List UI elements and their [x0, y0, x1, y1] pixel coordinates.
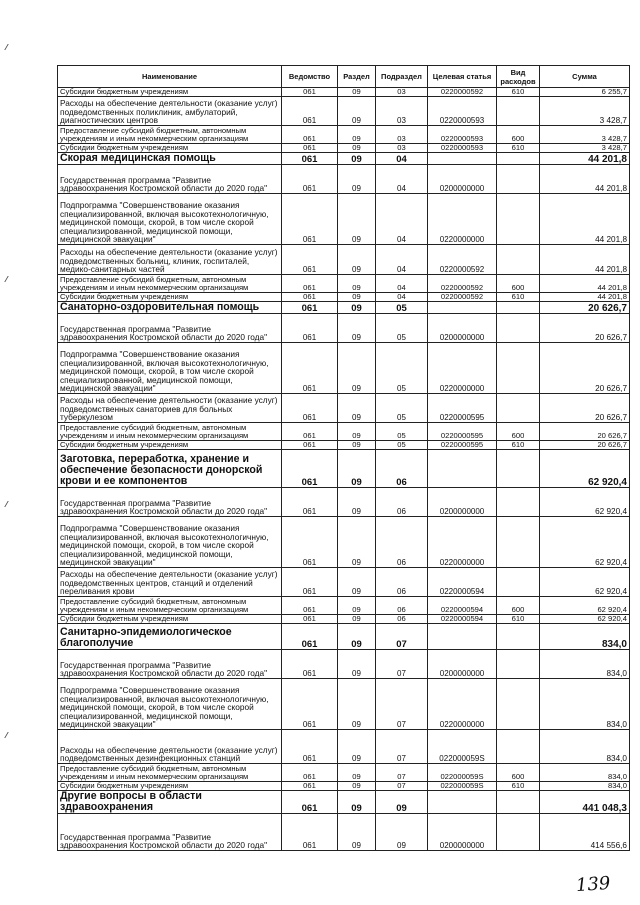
row-sum-cell: 44 201,8	[540, 275, 630, 293]
row-exptype-cell	[497, 679, 540, 730]
row-sum-cell: 20 626,7	[540, 394, 630, 423]
row-sum-cell: 3 428,7	[540, 97, 630, 126]
row-section-cell: 09	[338, 517, 376, 568]
header-sum: Сумма	[540, 66, 630, 88]
row-exptype-cell	[497, 194, 540, 245]
row-section-cell: 09	[338, 245, 376, 275]
row-target-cell	[428, 450, 497, 488]
row-sum-cell: 834,0	[540, 624, 630, 650]
row-section-cell: 09	[338, 314, 376, 343]
row-target-cell: 0220000593	[428, 97, 497, 126]
row-sum-cell: 20 626,7	[540, 314, 630, 343]
page-number: 139	[575, 872, 612, 897]
row-sum-cell: 62 920,4	[540, 450, 630, 488]
row-dept-cell: 061	[282, 488, 338, 517]
row-subsection-cell: 03	[376, 126, 428, 144]
row-exptype-cell: 610	[497, 144, 540, 153]
row-dept-cell: 061	[282, 275, 338, 293]
row-section-cell: 09	[338, 450, 376, 488]
table-row	[58, 624, 630, 650]
row-section-cell: 09	[338, 165, 376, 194]
row-target-cell: 0220000595	[428, 441, 497, 450]
row-name-cell: Заготовка, переработка, хранение и обеспечение безопасности донорской крови и ее компонентов	[58, 450, 282, 488]
row-dept-cell: 061	[282, 343, 338, 394]
row-section-cell: 09	[338, 144, 376, 153]
row-subsection-cell: 05	[376, 394, 428, 423]
row-sum-cell: 20 626,7	[540, 302, 630, 314]
row-exptype-cell	[497, 153, 540, 165]
row-target-cell: 0220000000	[428, 679, 497, 730]
row-name-cell: Расходы на обеспечение деятельности (оказание услуг) подведомственных центров, станций и отделений переливания крови	[58, 568, 282, 597]
table-row	[58, 517, 630, 568]
row-name-cell: Предоставление субсидий бюджетным, автономным учреждениям и иным некоммерческим организациям	[58, 764, 282, 782]
row-target-cell	[428, 302, 497, 314]
header-exptype: Вид расходов	[497, 66, 540, 88]
row-dept-cell: 061	[282, 302, 338, 314]
row-dept-cell: 061	[282, 144, 338, 153]
row-name-cell: Субсидии бюджетным учреждениям	[58, 144, 282, 153]
row-subsection-cell: 06	[376, 488, 428, 517]
table-row	[58, 275, 630, 293]
row-sum-cell: 44 201,8	[540, 293, 630, 302]
row-target-cell: 0200000000	[428, 650, 497, 679]
row-target-cell: 022000059S	[428, 764, 497, 782]
table-row	[58, 441, 630, 450]
row-dept-cell: 061	[282, 126, 338, 144]
row-section-cell: 09	[338, 97, 376, 126]
row-exptype-cell	[497, 791, 540, 814]
table-row	[58, 791, 630, 814]
row-section-cell: 09	[338, 302, 376, 314]
row-subsection-cell: 09	[376, 791, 428, 814]
row-exptype-cell	[497, 245, 540, 275]
row-section-cell: 09	[338, 679, 376, 730]
row-exptype-cell: 610	[497, 293, 540, 302]
row-name-cell: Предоставление субсидий бюджетным, автономным учреждениям и иным некоммерческим организациям	[58, 597, 282, 615]
row-name-cell: Санитарно-эпидемиологическое благополучие	[58, 624, 282, 650]
row-name-cell: Государственная программа "Развитие здравоохранения Костромской области до 2020 года"	[58, 814, 282, 851]
row-name-cell: Другие вопросы в области здравоохранения	[58, 791, 282, 814]
row-target-cell: 0220000594	[428, 597, 497, 615]
table-row	[58, 597, 630, 615]
row-target-cell: 022000059S	[428, 730, 497, 764]
row-section-cell: 09	[338, 814, 376, 851]
row-target-cell: 0200000000	[428, 814, 497, 851]
row-section-cell: 09	[338, 88, 376, 97]
row-exptype-cell	[497, 394, 540, 423]
row-dept-cell: 061	[282, 782, 338, 791]
row-subsection-cell: 06	[376, 450, 428, 488]
row-dept-cell: 061	[282, 615, 338, 624]
row-target-cell: 0220000594	[428, 615, 497, 624]
table-row	[58, 730, 630, 764]
row-exptype-cell: 610	[497, 441, 540, 450]
row-subsection-cell: 04	[376, 245, 428, 275]
row-subsection-cell: 04	[376, 153, 428, 165]
row-name-cell: Расходы на обеспечение деятельности (оказание услуг) подведомственных больниц, клиник, госпиталей, медико-санитарных частей	[58, 245, 282, 275]
table-row	[58, 650, 630, 679]
row-dept-cell: 061	[282, 293, 338, 302]
row-section-cell: 09	[338, 343, 376, 394]
row-exptype-cell: 600	[497, 423, 540, 441]
row-subsection-cell: 05	[376, 302, 428, 314]
row-dept-cell: 061	[282, 679, 338, 730]
row-dept-cell: 061	[282, 97, 338, 126]
table-row	[58, 814, 630, 851]
row-sum-cell: 62 920,4	[540, 615, 630, 624]
table-header-row	[58, 66, 630, 88]
row-subsection-cell: 05	[376, 343, 428, 394]
row-name-cell: Государственная программа "Развитие здравоохранения Костромской области до 2020 года"	[58, 314, 282, 343]
row-target-cell: 0220000000	[428, 194, 497, 245]
row-subsection-cell: 06	[376, 615, 428, 624]
row-exptype-cell	[497, 302, 540, 314]
row-section-cell: 09	[338, 488, 376, 517]
row-target-cell: 0200000000	[428, 314, 497, 343]
row-name-cell: Подпрограмма "Совершенствование оказания специализированной, включая высокотехнологичную, медицинской помощи, скорой, в том числе скорой специализированной, медицинской помощи, медицинской эвакуации"	[58, 517, 282, 568]
row-exptype-cell: 600	[497, 275, 540, 293]
row-exptype-cell	[497, 314, 540, 343]
row-dept-cell: 061	[282, 624, 338, 650]
table-row	[58, 165, 630, 194]
row-exptype-cell	[497, 450, 540, 488]
row-sum-cell: 834,0	[540, 650, 630, 679]
table-row	[58, 764, 630, 782]
header-dept: Ведомство	[282, 66, 338, 88]
row-name-cell: Государственная программа "Развитие здравоохранения Костромской области до 2020 года"	[58, 488, 282, 517]
row-subsection-cell: 07	[376, 624, 428, 650]
row-dept-cell: 061	[282, 730, 338, 764]
row-target-cell: 0220000000	[428, 517, 497, 568]
budget-table	[57, 65, 630, 851]
row-target-cell: 0200000000	[428, 165, 497, 194]
row-subsection-cell: 03	[376, 97, 428, 126]
row-sum-cell: 834,0	[540, 730, 630, 764]
row-sum-cell: 834,0	[540, 782, 630, 791]
row-exptype-cell	[497, 165, 540, 194]
row-section-cell: 09	[338, 441, 376, 450]
row-section-cell: 09	[338, 791, 376, 814]
row-sum-cell: 3 428,7	[540, 126, 630, 144]
table-row	[58, 88, 630, 97]
row-target-cell: 0200000000	[428, 488, 497, 517]
row-dept-cell: 061	[282, 423, 338, 441]
row-sum-cell: 441 048,3	[540, 791, 630, 814]
row-exptype-cell: 610	[497, 88, 540, 97]
scan-mark	[4, 276, 11, 282]
row-sum-cell: 44 201,8	[540, 153, 630, 165]
row-name-cell: Расходы на обеспечение деятельности (оказание услуг) подведомственных дезинфекционных станций	[58, 730, 282, 764]
header-target: Целевая статья	[428, 66, 497, 88]
row-target-cell: 0220000592	[428, 275, 497, 293]
row-subsection-cell: 07	[376, 679, 428, 730]
row-target-cell: 0220000592	[428, 88, 497, 97]
row-name-cell: Субсидии бюджетным учреждениям	[58, 293, 282, 302]
row-dept-cell: 061	[282, 450, 338, 488]
row-name-cell: Субсидии бюджетным учреждениям	[58, 88, 282, 97]
scan-mark	[4, 501, 11, 507]
row-exptype-cell: 600	[497, 126, 540, 144]
scan-mark	[4, 44, 11, 50]
row-name-cell: Предоставление субсидий бюджетным, автономным учреждениям и иным некоммерческим организациям	[58, 275, 282, 293]
table-row	[58, 450, 630, 488]
table-row	[58, 97, 630, 126]
row-section-cell: 09	[338, 423, 376, 441]
table-row	[58, 245, 630, 275]
table-row	[58, 302, 630, 314]
row-subsection-cell: 04	[376, 293, 428, 302]
table-row	[58, 394, 630, 423]
row-subsection-cell: 05	[376, 423, 428, 441]
row-sum-cell: 62 920,4	[540, 568, 630, 597]
table-row	[58, 126, 630, 144]
row-sum-cell: 3 428,7	[540, 144, 630, 153]
row-dept-cell: 061	[282, 764, 338, 782]
row-subsection-cell: 05	[376, 441, 428, 450]
row-dept-cell: 061	[282, 441, 338, 450]
row-sum-cell: 20 626,7	[540, 441, 630, 450]
row-sum-cell: 44 201,8	[540, 245, 630, 275]
row-exptype-cell	[497, 624, 540, 650]
row-exptype-cell: 610	[497, 615, 540, 624]
table-row	[58, 615, 630, 624]
row-exptype-cell	[497, 650, 540, 679]
row-target-cell: 0220000592	[428, 293, 497, 302]
row-sum-cell: 6 255,7	[540, 88, 630, 97]
row-target-cell	[428, 624, 497, 650]
row-name-cell: Предоставление субсидий бюджетным, автономным учреждениям и иным некоммерческим организациям	[58, 126, 282, 144]
row-subsection-cell: 04	[376, 275, 428, 293]
row-name-cell: Подпрограмма "Совершенствование оказания специализированной, включая высокотехнологичную, медицинской помощи, скорой, в том числе скорой специализированной, медицинской помощи, медицинской эвакуации"	[58, 194, 282, 245]
row-subsection-cell: 09	[376, 814, 428, 851]
row-exptype-cell	[497, 343, 540, 394]
row-name-cell: Расходы на обеспечение деятельности (оказание услуг) подведомственных санаториев для больных туберкулезом	[58, 394, 282, 423]
table-row	[58, 679, 630, 730]
row-section-cell: 09	[338, 615, 376, 624]
row-sum-cell: 44 201,8	[540, 165, 630, 194]
row-dept-cell: 061	[282, 791, 338, 814]
header-section: Раздел	[338, 66, 376, 88]
row-sum-cell: 62 920,4	[540, 488, 630, 517]
row-subsection-cell: 05	[376, 314, 428, 343]
row-name-cell: Подпрограмма "Совершенствование оказания специализированной, включая высокотехнологичную, медицинской помощи, скорой, в том числе скорой специализированной, медицинской помощи, медицинской эвакуации"	[58, 343, 282, 394]
row-section-cell: 09	[338, 624, 376, 650]
row-subsection-cell: 03	[376, 88, 428, 97]
row-dept-cell: 061	[282, 153, 338, 165]
row-dept-cell: 061	[282, 814, 338, 851]
row-target-cell: 022000059S	[428, 782, 497, 791]
header-name: Наименование	[58, 66, 282, 88]
row-section-cell: 09	[338, 126, 376, 144]
row-section-cell: 09	[338, 597, 376, 615]
row-dept-cell: 061	[282, 165, 338, 194]
row-name-cell: Скорая медицинская помощь	[58, 153, 282, 165]
table-row	[58, 153, 630, 165]
row-section-cell: 09	[338, 568, 376, 597]
row-sum-cell: 20 626,7	[540, 343, 630, 394]
row-target-cell: 0220000593	[428, 144, 497, 153]
row-name-cell: Санаторно-оздоровительная помощь	[58, 302, 282, 314]
row-subsection-cell: 04	[376, 165, 428, 194]
row-subsection-cell: 06	[376, 568, 428, 597]
row-sum-cell: 414 556,6	[540, 814, 630, 851]
row-sum-cell: 44 201,8	[540, 194, 630, 245]
table-row	[58, 568, 630, 597]
row-target-cell: 0220000592	[428, 245, 497, 275]
row-name-cell: Подпрограмма "Совершенствование оказания специализированной, включая высокотехнологичную, медицинской помощи, скорой, в том числе скорой специализированной, медицинской помощи, медицинской эвакуации"	[58, 679, 282, 730]
row-section-cell: 09	[338, 650, 376, 679]
table-body	[58, 88, 630, 851]
row-exptype-cell	[497, 814, 540, 851]
row-exptype-cell	[497, 568, 540, 597]
row-dept-cell: 061	[282, 314, 338, 343]
row-section-cell: 09	[338, 782, 376, 791]
row-subsection-cell: 07	[376, 782, 428, 791]
row-section-cell: 09	[338, 275, 376, 293]
row-dept-cell: 061	[282, 88, 338, 97]
row-subsection-cell: 06	[376, 517, 428, 568]
row-dept-cell: 061	[282, 245, 338, 275]
row-name-cell: Государственная программа "Развитие здравоохранения Костромской области до 2020 года"	[58, 165, 282, 194]
row-section-cell: 09	[338, 194, 376, 245]
row-dept-cell: 061	[282, 194, 338, 245]
row-target-cell: 0220000595	[428, 423, 497, 441]
row-name-cell: Государственная программа "Развитие здравоохранения Костромской области до 2020 года"	[58, 650, 282, 679]
row-subsection-cell: 06	[376, 597, 428, 615]
row-sum-cell: 834,0	[540, 764, 630, 782]
row-subsection-cell: 03	[376, 144, 428, 153]
row-exptype-cell	[497, 730, 540, 764]
row-sum-cell: 62 920,4	[540, 517, 630, 568]
row-exptype-cell	[497, 97, 540, 126]
row-exptype-cell: 600	[497, 597, 540, 615]
row-subsection-cell: 07	[376, 764, 428, 782]
row-dept-cell: 061	[282, 650, 338, 679]
row-subsection-cell: 07	[376, 650, 428, 679]
row-target-cell: 0220000594	[428, 568, 497, 597]
row-dept-cell: 061	[282, 517, 338, 568]
row-exptype-cell	[497, 517, 540, 568]
table-row	[58, 194, 630, 245]
row-dept-cell: 061	[282, 568, 338, 597]
table-row	[58, 423, 630, 441]
row-subsection-cell: 04	[376, 194, 428, 245]
row-section-cell: 09	[338, 730, 376, 764]
row-exptype-cell: 610	[497, 782, 540, 791]
row-target-cell: 0220000595	[428, 394, 497, 423]
row-dept-cell: 061	[282, 597, 338, 615]
row-exptype-cell: 600	[497, 764, 540, 782]
row-subsection-cell: 07	[376, 730, 428, 764]
row-target-cell: 0220000593	[428, 126, 497, 144]
table-row	[58, 343, 630, 394]
row-section-cell: 09	[338, 394, 376, 423]
row-section-cell: 09	[338, 764, 376, 782]
row-name-cell: Субсидии бюджетным учреждениям	[58, 615, 282, 624]
table-row	[58, 314, 630, 343]
row-section-cell: 09	[338, 293, 376, 302]
row-name-cell: Предоставление субсидий бюджетным, автономным учреждениям и иным некоммерческим организациям	[58, 423, 282, 441]
row-section-cell: 09	[338, 153, 376, 165]
row-name-cell: Субсидии бюджетным учреждениям	[58, 782, 282, 791]
row-sum-cell: 20 626,7	[540, 423, 630, 441]
row-target-cell	[428, 153, 497, 165]
row-name-cell: Субсидии бюджетным учреждениям	[58, 441, 282, 450]
row-name-cell: Расходы на обеспечение деятельности (оказание услуг) подведомственных поликлиник, амбулаторий, диагностических центров	[58, 97, 282, 126]
row-target-cell: 0220000000	[428, 343, 497, 394]
header-subsection: Подраздел	[376, 66, 428, 88]
row-sum-cell: 62 920,4	[540, 597, 630, 615]
row-exptype-cell	[497, 488, 540, 517]
row-target-cell	[428, 791, 497, 814]
row-dept-cell: 061	[282, 394, 338, 423]
scan-mark	[4, 732, 11, 738]
row-sum-cell: 834,0	[540, 679, 630, 730]
table-row	[58, 488, 630, 517]
